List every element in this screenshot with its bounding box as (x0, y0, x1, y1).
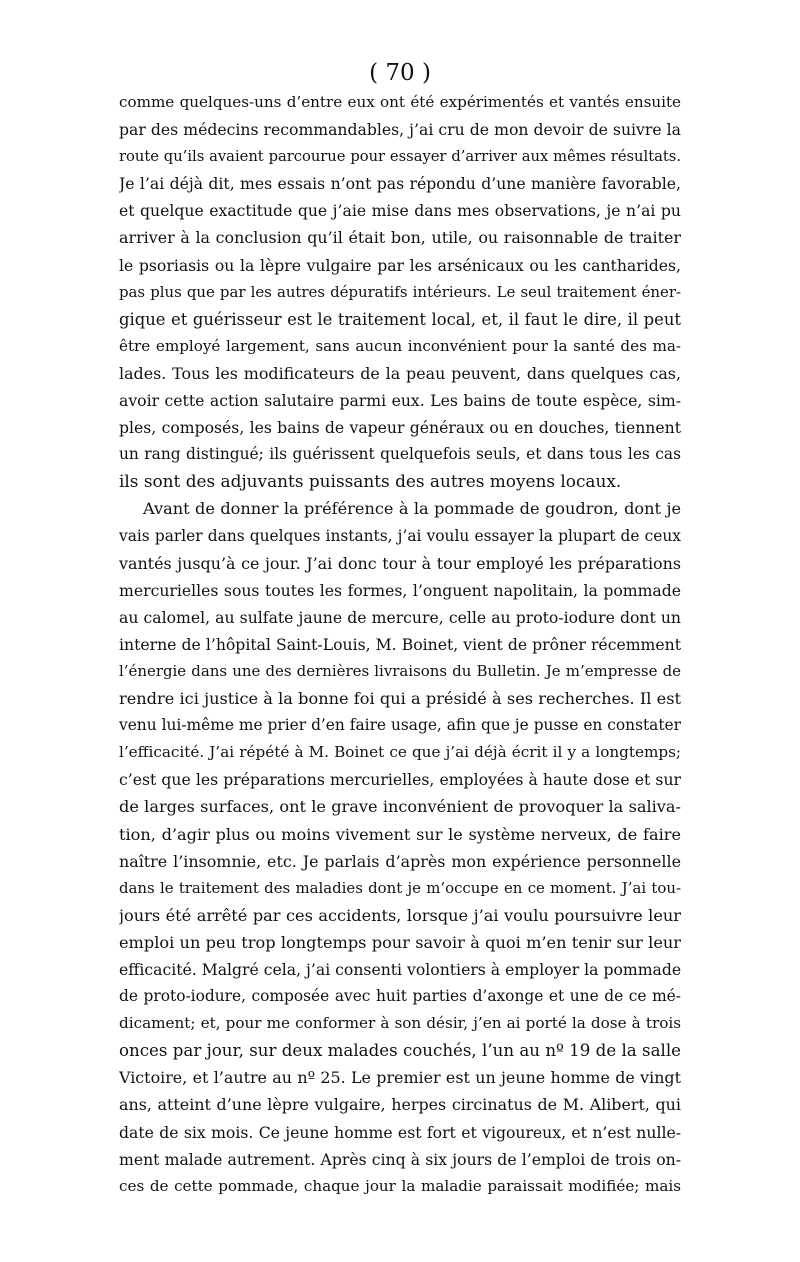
text-line: efficacité. Malgré cela, j’ai consenti volontiers à employer la pommade (119, 960, 681, 979)
text-line: gique et guérisseur est le traitement local, et, il faut le dire, il peut (119, 309, 681, 329)
body-text (119, 89, 681, 1200)
text-line: dicament; et, pour me conformer à son désir, j’en ai porté la dose à trois (119, 1014, 681, 1033)
text-line: onces par jour, sur deux malades couchés, l’un au nº 19 de la salle (119, 1041, 681, 1061)
text-line: arriver à la conclusion qu’il était bon, utile, ou raisonnable de traiter (119, 228, 681, 248)
text-line: rendre ici justice à la bonne foi qui a présidé à ses recherches. Il est (119, 689, 681, 709)
text-line: un rang distingué; ils guérissent quelquefois seuls, et dans tous les cas (119, 445, 681, 464)
page-number: ( 70 ) (369, 60, 431, 86)
text-line: lades. Tous les modificateurs de la peau peuvent, dans quelques cas, (119, 363, 681, 383)
text-line: venu lui-même me prier d’en faire usage, afin que je pusse en constater (119, 716, 681, 735)
text-line: Victoire, et l’autre au nº 25. Le premier est un jeune homme de vingt (119, 1068, 681, 1088)
text-line: vantés jusqu’à ce jour. J’ai donc tour à tour employé les préparations (119, 553, 681, 573)
text-line: ans, atteint d’une lèpre vulgaire, herpes circinatus de M. Alibert, qui (119, 1095, 681, 1115)
text-line: et quelque exactitude que j’aie mise dans mes observations, je n’ai pu (119, 201, 681, 221)
text-line: date de six mois. Ce jeune homme est fort et vigoureux, et n’est nulle- (119, 1122, 681, 1142)
text-line: de proto-iodure, composée avec huit parties d’axonge et une de ce mé- (119, 987, 681, 1006)
text-line: de larges surfaces, ont le grave inconvénient de provoquer la saliva- (119, 797, 681, 817)
text-line: l’énergie dans une des dernières livraisons du Bulletin. Je m’empresse de (119, 661, 681, 680)
text-line: par des médecins recommandables, j’ai cru de mon devoir de suivre la (119, 120, 681, 140)
text-line: comme quelques-uns d’entre eux ont été expérimentés et vantés ensuite (119, 93, 681, 111)
text-line: ils sont des adjuvants puissants des autres moyens locaux. (119, 471, 622, 492)
text-line: pas plus que par les autres dépuratifs intérieurs. Le seul traitement éner- (119, 282, 681, 301)
text-line: être employé largement, sans aucun inconvénient pour la santé des ma- (119, 336, 681, 355)
text-line: Avant de donner la préférence à la pommade de goudron, dont je (143, 499, 681, 519)
text-line: mercurielles sous toutes les formes, l’onguent napolitain, la pommade (119, 580, 681, 600)
text-line: vais parler dans quelques instants, j’ai voulu essayer la plupart de ceux (119, 526, 681, 545)
text-line: dans le traitement des maladies dont je m’occupe en ce moment. J’ai tou- (119, 878, 681, 897)
text-line: ment malade autrement. Après cinq à six jours de l’emploi de trois on- (119, 1149, 681, 1169)
text-line: c’est que les préparations mercurielles, employées à haute dose et sur (119, 770, 681, 790)
text-line: ces de cette pommade, chaque jour la maladie paraissait modifiée; mais (119, 1176, 681, 1195)
text-line: au calomel, au sulfate jaune de mercure, celle au proto-iodure dont un (119, 607, 681, 627)
text-line: avoir cette action salutaire parmi eux. Les bains de toute espèce, sim- (119, 391, 681, 411)
text-line: emploi un peu trop longtemps pour savoir à quoi m’en tenir sur leur (119, 932, 681, 952)
text-line: jours été arrêté par ces accidents, lorsque j’ai voulu poursuivre leur (119, 905, 681, 925)
text-line: tion, d’agir plus ou moins vivement sur le système nerveux, de faire (119, 824, 681, 844)
text-line: route qu’ils avaient parcourue pour essayer d’arriver aux mêmes résultats. (119, 148, 681, 166)
text-line: naître l’insomnie, etc. Je parlais d’après mon expérience personnelle (119, 851, 681, 871)
text-line: ples, composés, les bains de vapeur généraux ou en douches, tiennent (119, 418, 681, 438)
text-line: le psoriasis ou la lèpre vulgaire par les arsénicaux ou les cantharides, (119, 255, 681, 275)
text-line: interne de l’hôpital Saint-Louis, M. Boinet, vient de prôner récemment (119, 634, 681, 654)
text-line: Je l’ai déjà dit, mes essais n’ont pas répondu d’une manière favorable, (119, 174, 681, 194)
text-line: l’efficacité. J’ai répété à M. Boinet ce que j’ai déjà écrit il y a longtemps; (119, 743, 681, 762)
